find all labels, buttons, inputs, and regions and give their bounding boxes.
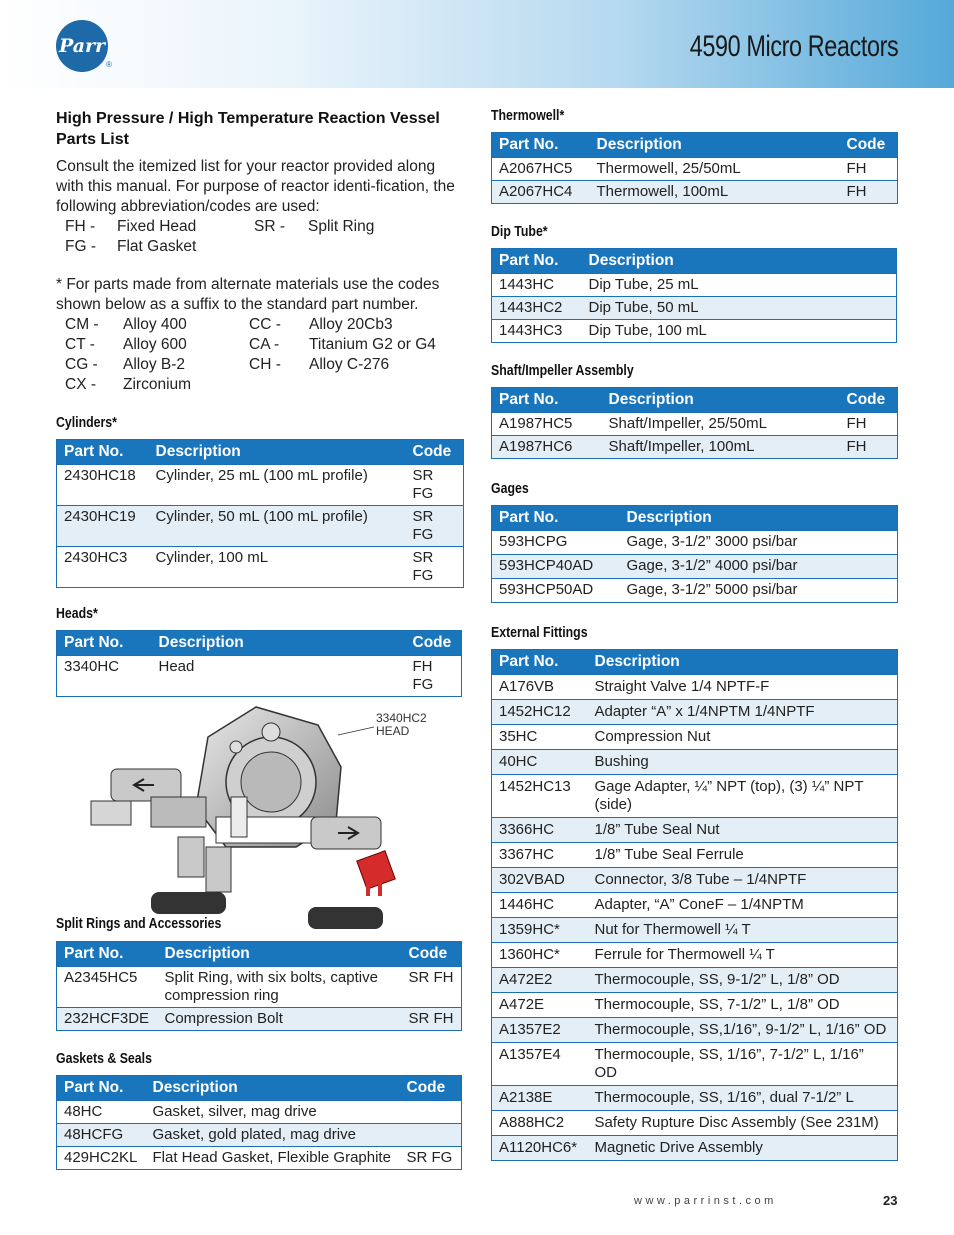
materials-list	[65, 315, 464, 395]
description: Ferrule for Thermowell ¼ T	[588, 943, 898, 968]
dip-tube-title: Dip Tube*	[491, 224, 548, 240]
abbreviation-list	[65, 217, 464, 257]
description: Compression Nut	[588, 725, 898, 750]
description: Dip Tube, 25 mL	[582, 274, 897, 297]
description: Dip Tube, 50 mL	[582, 297, 897, 320]
description: Thermocouple, SS, 7-1/2” L, 1/8” OD	[588, 993, 898, 1018]
code: SR FG	[406, 506, 464, 547]
code: FH	[840, 158, 898, 181]
heads-table	[56, 630, 462, 697]
description: Magnetic Drive Assembly	[588, 1136, 898, 1161]
fittings-table	[491, 649, 898, 1161]
abbr-label: Fixed Head	[117, 218, 197, 235]
col-part-no: Part No.	[492, 133, 590, 158]
part-no: A2138E	[492, 1086, 588, 1111]
description: Dip Tube, 100 mL	[582, 320, 897, 343]
part-no: 232HCF3DE	[57, 1008, 158, 1031]
cylinders-title: Cylinders*	[56, 415, 117, 431]
part-no: 593HCPG	[492, 531, 620, 555]
cylinders-table	[56, 439, 464, 588]
intro-heading: High Pressure / High Temperature Reaction Vessel Parts List	[56, 110, 440, 148]
col-description: Description	[582, 249, 897, 274]
table-row	[57, 1101, 462, 1124]
col-part-no: Part No.	[57, 440, 149, 465]
col-description: Description	[158, 942, 402, 967]
material-label: Alloy 20Cb3	[309, 316, 393, 333]
part-no: A1987HC5	[492, 413, 602, 436]
part-no: 1452HC13	[492, 775, 588, 818]
description: Nut for Thermowell ¼ T	[588, 918, 898, 943]
description: Gage, 3-1/2” 5000 psi/bar	[620, 579, 898, 603]
part-no: 1443HC2	[492, 297, 582, 320]
intro-paragraph: Consult the itemized list for your reactor provided along with this manual. For purpose of reactor identi-fication, the following abbreviation/codes are used:	[56, 158, 455, 215]
description: Safety Rupture Disc Assembly (See 231M)	[588, 1111, 898, 1136]
col-part-no: Part No.	[492, 388, 602, 413]
col-code: Code	[406, 631, 462, 656]
material-label: Alloy 400	[123, 316, 187, 333]
table-row	[492, 181, 898, 204]
code: SR FG	[406, 547, 464, 588]
col-description: Description	[620, 506, 898, 531]
part-no: A176VB	[492, 675, 588, 700]
material-code: CX -	[65, 376, 96, 393]
code: SR FG	[400, 1147, 462, 1170]
material-code: CC -	[249, 316, 281, 333]
gaskets-title: Gaskets & Seals	[56, 1051, 152, 1067]
col-description: Description	[152, 631, 406, 656]
description: Straight Valve 1/4 NPTF-F	[588, 675, 898, 700]
code: FH	[840, 413, 898, 436]
table-row	[492, 274, 897, 297]
col-code: Code	[406, 440, 464, 465]
description: Gasket, silver, mag drive	[146, 1101, 400, 1124]
code: FH	[840, 181, 898, 204]
page-number: 23	[883, 1193, 898, 1208]
table-row	[492, 436, 898, 459]
part-no: A1357E4	[492, 1043, 588, 1086]
part-no: 1443HC3	[492, 320, 582, 343]
materials-note: * For parts made from alternate materials use the codes shown below as a suffix to the standard part number.	[56, 276, 440, 313]
dip-tube-table	[491, 248, 897, 343]
description: Cylinder, 25 mL (100 mL profile)	[149, 465, 406, 506]
table-row	[492, 413, 898, 436]
page-title: 4590 Micro Reactors	[689, 30, 898, 63]
table-row	[492, 531, 898, 555]
part-no: A472E	[492, 993, 588, 1018]
part-no: 40HC	[492, 750, 588, 775]
description: Thermocouple, SS, 1/16”, 7-1/2” L, 1/16” OD	[588, 1043, 898, 1086]
part-no: 35HC	[492, 725, 588, 750]
table-row	[57, 967, 462, 1008]
part-no: 302VBAD	[492, 868, 588, 893]
abbr-code: FH -	[65, 218, 96, 235]
col-description: Description	[149, 440, 406, 465]
table-row	[492, 1086, 898, 1111]
part-no: A472E2	[492, 968, 588, 993]
part-no: 1443HC	[492, 274, 582, 297]
thermowell-title: Thermowell*	[491, 108, 565, 124]
table-row	[492, 843, 898, 868]
part-no: A1120HC6*	[492, 1136, 588, 1161]
description: 1/8” Tube Seal Ferrule	[588, 843, 898, 868]
split-rings-table	[56, 941, 462, 1031]
col-part-no: Part No.	[57, 631, 152, 656]
description: Gage, 3-1/2” 4000 psi/bar	[620, 555, 898, 579]
figure-label	[376, 712, 427, 738]
part-no: 593HCP40AD	[492, 555, 620, 579]
table-row	[492, 968, 898, 993]
description: Adapter “A” x 1/4NPTM 1/4NPTF	[588, 700, 898, 725]
description: Flat Head Gasket, Flexible Graphite	[146, 1147, 400, 1170]
shaft-title: Shaft/Impeller Assembly	[491, 363, 634, 379]
description: Shaft/Impeller, 25/50mL	[602, 413, 840, 436]
part-no: 3367HC	[492, 843, 588, 868]
part-no: A1987HC6	[492, 436, 602, 459]
code: SR FG	[406, 465, 464, 506]
table-row	[57, 547, 464, 588]
thermowell-table	[491, 132, 898, 204]
part-no: 1452HC12	[492, 700, 588, 725]
table-row	[492, 818, 898, 843]
heads-title: Heads*	[56, 606, 98, 622]
table-row	[492, 750, 898, 775]
part-no: 429HC2KL	[57, 1147, 146, 1170]
part-no: 2430HC18	[57, 465, 149, 506]
gages-table	[491, 505, 898, 603]
table-row	[492, 158, 898, 181]
part-no: 1446HC	[492, 893, 588, 918]
description: Gage, 3-1/2” 3000 psi/bar	[620, 531, 898, 555]
code	[400, 1101, 462, 1124]
code	[400, 1124, 462, 1147]
table-row	[57, 465, 464, 506]
material-code: CG -	[65, 356, 98, 373]
col-code: Code	[402, 942, 462, 967]
fittings-title: External Fittings	[491, 625, 588, 641]
table-row	[57, 656, 462, 697]
material-label: Zirconium	[123, 376, 192, 393]
material-code: CA -	[249, 336, 280, 353]
code: FH	[840, 436, 898, 459]
table-row	[492, 320, 897, 343]
description: Compression Bolt	[158, 1008, 402, 1031]
split-rings-title: Split Rings and Accessories	[56, 916, 222, 932]
table-row	[57, 1124, 462, 1147]
material-code: CM -	[65, 316, 99, 333]
col-part-no: Part No.	[492, 249, 582, 274]
table-row	[492, 297, 897, 320]
description: Thermowell, 100mL	[590, 181, 840, 204]
col-code: Code	[840, 388, 898, 413]
material-label: Alloy 600	[123, 336, 187, 353]
table-row	[57, 1147, 462, 1170]
part-no: 1359HC*	[492, 918, 588, 943]
part-no: A2067HC5	[492, 158, 590, 181]
material-label: Titanium G2 or G4	[309, 336, 436, 353]
table-row	[492, 893, 898, 918]
table-row	[492, 1043, 898, 1086]
description: 1/8” Tube Seal Nut	[588, 818, 898, 843]
table-row	[492, 700, 898, 725]
col-description: Description	[146, 1076, 400, 1101]
table-row	[492, 675, 898, 700]
table-row	[492, 725, 898, 750]
code: SR FH	[402, 967, 462, 1008]
table-row	[492, 555, 898, 579]
registered-mark: ®	[106, 60, 112, 69]
table-row	[492, 1136, 898, 1161]
figure-label-line2: HEAD	[376, 724, 410, 738]
col-code: Code	[400, 1076, 462, 1101]
table-row	[57, 506, 464, 547]
description: Thermocouple, SS, 9-1/2” L, 1/8” OD	[588, 968, 898, 993]
col-part-no: Part No.	[492, 506, 620, 531]
part-no: 2430HC19	[57, 506, 149, 547]
table-row	[492, 1018, 898, 1043]
col-description: Description	[602, 388, 840, 413]
part-no: 48HC	[57, 1101, 146, 1124]
abbr-code: SR -	[254, 218, 285, 235]
footer-url: www.parrinst.com	[634, 1195, 777, 1207]
part-no: 1360HC*	[492, 943, 588, 968]
col-description: Description	[590, 133, 840, 158]
description: Adapter, “A” ConeF – 1/4NPTM	[588, 893, 898, 918]
right-column	[491, 108, 898, 1161]
abbr-code: FG -	[65, 238, 96, 255]
description: Gasket, gold plated, mag drive	[146, 1124, 400, 1147]
part-no: 2430HC3	[57, 547, 149, 588]
description: Gage Adapter, ¼” NPT (top), (3) ¼” NPT (side)	[588, 775, 898, 818]
description: Bushing	[588, 750, 898, 775]
gages-title: Gages	[491, 481, 529, 497]
left-column	[56, 108, 464, 1170]
part-no: A2067HC4	[492, 181, 590, 204]
page-header	[0, 0, 954, 88]
table-row	[492, 993, 898, 1018]
col-part-no: Part No.	[57, 942, 158, 967]
description: Cylinder, 100 mL	[149, 547, 406, 588]
part-no: 3366HC	[492, 818, 588, 843]
part-no: A888HC2	[492, 1111, 588, 1136]
description: Thermowell, 25/50mL	[590, 158, 840, 181]
table-row	[492, 868, 898, 893]
part-no: 3340HC	[57, 656, 152, 697]
figure-label-line1: 3340HC2	[376, 711, 427, 725]
material-code: CT -	[65, 336, 95, 353]
part-no: A1357E2	[492, 1018, 588, 1043]
col-code: Code	[840, 133, 898, 158]
description: Connector, 3/8 Tube – 1/4NPTF	[588, 868, 898, 893]
code: FH FG	[406, 656, 462, 697]
table-row	[57, 1008, 462, 1031]
material-label: Alloy C-276	[309, 356, 390, 373]
description: Shaft/Impeller, 100mL	[602, 436, 840, 459]
material-code: CH -	[249, 356, 281, 373]
table-row	[492, 943, 898, 968]
parr-logo: Parr	[56, 20, 108, 72]
col-part-no: Part No.	[57, 1076, 146, 1101]
table-row	[492, 775, 898, 818]
table-row	[492, 579, 898, 603]
description: Thermocouple, SS, 1/16”, dual 7-1/2” L	[588, 1086, 898, 1111]
gaskets-table	[56, 1075, 462, 1170]
part-no: A2345HC5	[57, 967, 158, 1008]
description: Cylinder, 50 mL (100 mL profile)	[149, 506, 406, 547]
col-part-no: Part No.	[492, 650, 588, 675]
shaft-table	[491, 387, 898, 459]
description: Head	[152, 656, 406, 697]
col-description: Description	[588, 650, 898, 675]
abbr-label: Split Ring	[308, 218, 375, 235]
part-no: 48HCFG	[57, 1124, 146, 1147]
abbr-label: Flat Gasket	[117, 238, 197, 255]
material-label: Alloy B-2	[123, 356, 186, 373]
code: SR FH	[402, 1008, 462, 1031]
reactor-head-illustration	[56, 697, 464, 932]
description: Split Ring, with six bolts, captive compression ring	[158, 967, 402, 1008]
description: Thermocouple, SS,1/16”, 9-1/2” L, 1/16” OD	[588, 1018, 898, 1043]
table-row	[492, 918, 898, 943]
part-no: 593HCP50AD	[492, 579, 620, 603]
table-row	[492, 1111, 898, 1136]
